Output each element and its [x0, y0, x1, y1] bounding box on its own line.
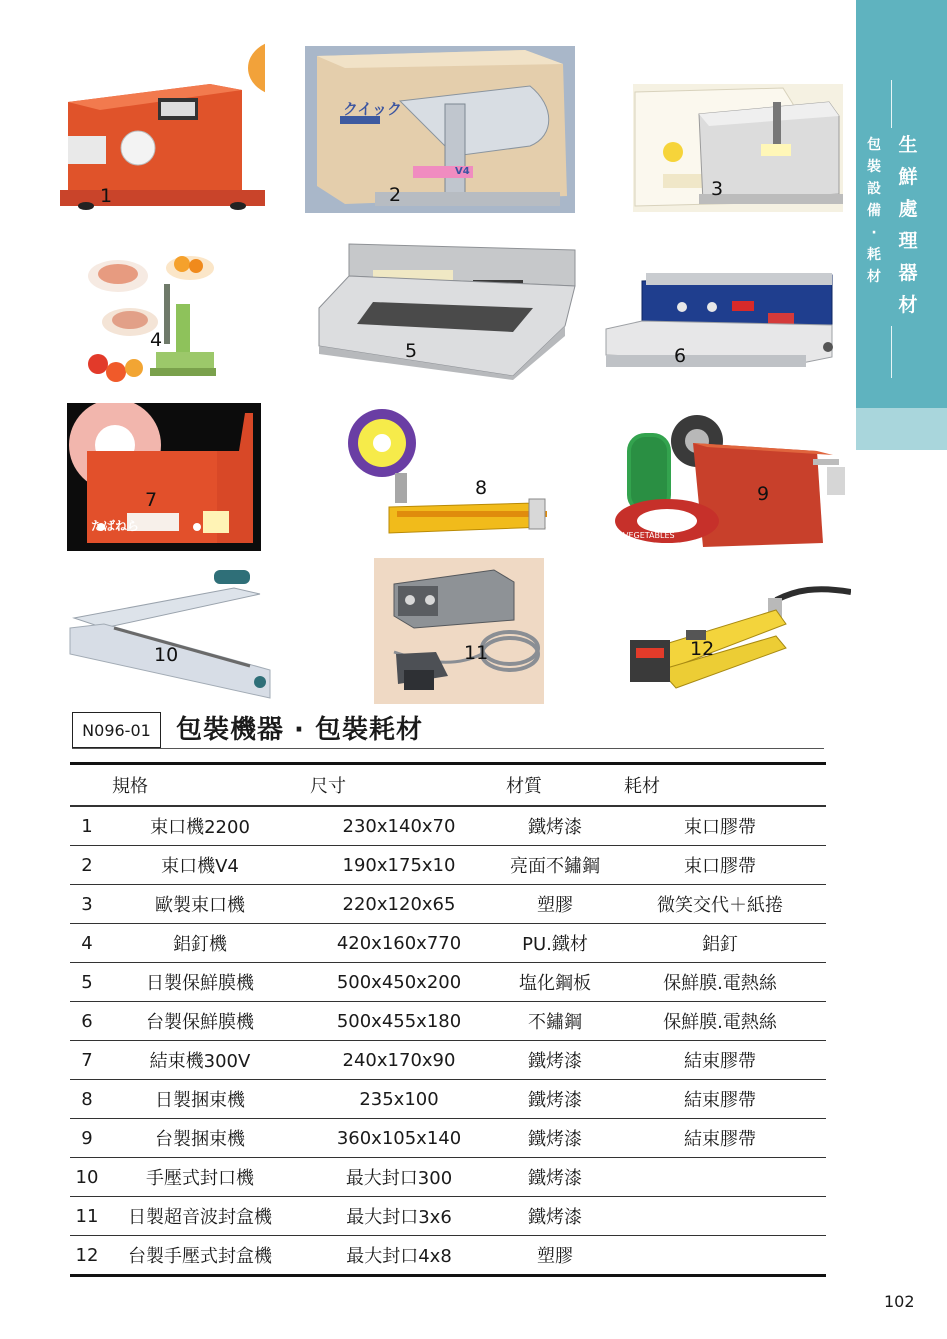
product-photo-6 — [602, 267, 842, 377]
product-consumable: 鋁釘 — [702, 934, 738, 955]
product-size: 190x175x10 — [342, 854, 456, 876]
table-row — [70, 1197, 826, 1236]
photo-number: 6 — [674, 345, 687, 367]
product-photo-10 — [64, 558, 274, 700]
row-number: 11 — [75, 1205, 99, 1227]
row-number: 5 — [81, 971, 93, 993]
header-spec: 規格 — [112, 776, 148, 797]
product-name: 結束機300V — [149, 1051, 251, 1072]
table-row — [70, 1041, 826, 1080]
product-consumable: 保鮮膜.電熱絲 — [663, 973, 777, 994]
product-photo-7 — [67, 403, 261, 551]
table-row — [70, 885, 826, 924]
product-material: PU.鐵材 — [522, 934, 588, 955]
product-size: 500x455x180 — [336, 1010, 462, 1032]
photo-number: 12 — [690, 638, 715, 660]
table-row — [70, 807, 826, 846]
bag-sealer-image — [60, 40, 265, 215]
hand-sealer-image — [64, 558, 274, 700]
yellow-case-sealer-image — [626, 570, 851, 712]
product-name: 日製捆束機 — [155, 1090, 245, 1111]
photo-number: 11 — [464, 642, 489, 664]
row-number: 1 — [81, 815, 93, 837]
category-subtitle-char: 包 — [867, 137, 881, 153]
spec-table — [70, 762, 826, 1277]
product-size: 235x100 — [359, 1088, 439, 1110]
catalog-code: N096-01 — [72, 712, 161, 748]
product-material: 塑膠 — [537, 895, 573, 916]
category-title-char: 理 — [898, 230, 918, 252]
product-photo-8 — [345, 403, 550, 538]
category-title-char: 生 — [898, 134, 918, 156]
clip-machine-image — [86, 244, 216, 384]
box-badge-text: V4 — [455, 166, 470, 177]
table-row — [70, 963, 826, 1002]
bundling-machine-tw-image — [607, 403, 850, 551]
header-size: 尺寸 — [310, 776, 346, 797]
box-brand-text: クイック — [343, 100, 402, 118]
product-name: 日製超音波封盒機 — [128, 1207, 272, 1228]
product-material: 塩化鋼板 — [519, 973, 591, 994]
category-subtitle-char: · — [871, 225, 877, 241]
table-row — [70, 924, 826, 963]
product-size: 最大封口3x6 — [346, 1207, 452, 1228]
photo-number: 2 — [389, 184, 402, 206]
table-row — [70, 1002, 826, 1041]
product-size: 420x160x770 — [336, 932, 462, 954]
table-row — [70, 1080, 826, 1119]
photo-number: 5 — [405, 340, 418, 362]
category-subtitle — [862, 138, 886, 284]
product-photo-1 — [60, 40, 265, 215]
header-material: 材質 — [506, 776, 542, 797]
product-photo-2 — [305, 46, 575, 213]
row-number: 9 — [81, 1127, 93, 1149]
product-name: 歐製束口機 — [155, 895, 245, 916]
product-material: 鐵烤漆 — [528, 1090, 582, 1111]
product-name: 台製保鮮膜機 — [146, 1012, 254, 1033]
product-name: 束口機V4 — [161, 856, 239, 877]
category-title-char: 處 — [898, 198, 918, 220]
page-number: 102 — [884, 1292, 915, 1311]
row-number: 6 — [81, 1010, 93, 1032]
photo-number: 8 — [475, 477, 488, 499]
product-name: 台製手壓式封盒機 — [128, 1246, 272, 1267]
product-name: 鋁釘機 — [173, 934, 227, 955]
product-consumable: 微笑交代＋紙捲 — [657, 895, 783, 916]
product-name: 手壓式封口機 — [146, 1168, 254, 1189]
wrap-machine-taiwan-image — [602, 267, 842, 377]
section-title: 包裝機器 · 包裝耗材 — [176, 715, 423, 745]
product-consumable: 結束膠帶 — [684, 1129, 756, 1150]
european-sealer-image — [633, 84, 843, 212]
category-subtitle-char: 裝 — [867, 159, 881, 175]
product-consumable: 保鮮膜.電熱絲 — [663, 1012, 777, 1033]
photo-number: 3 — [711, 178, 724, 200]
product-photo-12 — [626, 570, 851, 712]
product-consumable — [630, 1158, 810, 1196]
product-name: 台製捆束機 — [155, 1129, 245, 1150]
photo-number: 4 — [150, 329, 163, 351]
ultrasonic-sealer-image — [374, 558, 544, 704]
row-number: 7 — [81, 1049, 93, 1071]
product-material: 鐵烤漆 — [528, 1051, 582, 1072]
row-number: 12 — [75, 1244, 99, 1266]
product-photo-4 — [86, 244, 216, 384]
product-consumable — [630, 1236, 810, 1274]
row-number: 3 — [81, 893, 93, 915]
product-consumable: 結束膠帶 — [684, 1051, 756, 1072]
photo-number: 7 — [145, 489, 158, 511]
product-material: 鐵烤漆 — [528, 1168, 582, 1189]
category-title-char: 鮮 — [898, 166, 918, 188]
product-material: 鐵烤漆 — [528, 1207, 582, 1228]
product-name: 日製保鮮膜機 — [146, 973, 254, 994]
product-size: 220x120x65 — [342, 893, 456, 915]
product-name: 束口機2200 — [150, 817, 250, 838]
product-consumable — [630, 1197, 810, 1235]
header-consumable: 耗材 — [624, 776, 660, 797]
bundling-machine-jp-image — [345, 403, 550, 538]
category-subtitle-char: 材 — [867, 269, 881, 285]
product-size: 最大封口300 — [345, 1168, 453, 1189]
machine-brand-text: たばねら — [91, 519, 140, 533]
product-photo-3 — [633, 84, 843, 212]
category-side-tab-lower — [856, 408, 947, 450]
product-size: 500x450x200 — [336, 971, 462, 993]
product-material: 鐵烤漆 — [528, 1129, 582, 1150]
product-photo-5 — [313, 236, 578, 380]
product-material: 鐵烤漆 — [528, 817, 582, 838]
category-subtitle-char: 耗 — [867, 247, 881, 263]
product-consumable: 束口膠帶 — [684, 856, 756, 877]
photo-number: 10 — [154, 644, 179, 666]
table-row — [70, 846, 826, 885]
product-size: 360x105x140 — [336, 1127, 462, 1149]
table-header-row — [70, 765, 826, 807]
photo-number: 1 — [100, 185, 113, 207]
category-title-char: 材 — [898, 294, 918, 316]
product-consumable: 結束膠帶 — [684, 1090, 756, 1111]
side-tab-divider-bottom — [891, 326, 892, 378]
product-size: 最大封口4x8 — [346, 1246, 452, 1267]
row-number: 8 — [81, 1088, 93, 1110]
product-size: 240x170x90 — [342, 1049, 456, 1071]
table-row — [70, 1119, 826, 1158]
category-title — [893, 136, 923, 315]
stainless-sealer-image — [305, 46, 575, 213]
tape-label-text: VEGETABLES — [623, 531, 675, 540]
row-number: 10 — [75, 1166, 99, 1188]
side-tab-divider-top — [891, 80, 892, 128]
product-photo-9 — [607, 403, 850, 551]
product-material: 亮面不鏽鋼 — [510, 856, 600, 877]
product-photo-11 — [374, 558, 544, 704]
category-subtitle-char: 備 — [867, 203, 881, 219]
product-size: 230x140x70 — [342, 815, 456, 837]
wrap-machine-image — [313, 236, 578, 380]
row-number: 4 — [81, 932, 93, 954]
photo-number: 9 — [757, 483, 770, 505]
table-row — [70, 1158, 826, 1197]
category-title-char: 器 — [898, 262, 918, 284]
category-subtitle-char: 設 — [867, 181, 881, 197]
heading-divider — [72, 748, 824, 749]
table-row — [70, 1236, 826, 1277]
product-consumable: 束口膠帶 — [684, 817, 756, 838]
row-number: 2 — [81, 854, 93, 876]
product-material: 不鏽鋼 — [528, 1012, 582, 1033]
product-material: 塑膠 — [537, 1246, 573, 1267]
